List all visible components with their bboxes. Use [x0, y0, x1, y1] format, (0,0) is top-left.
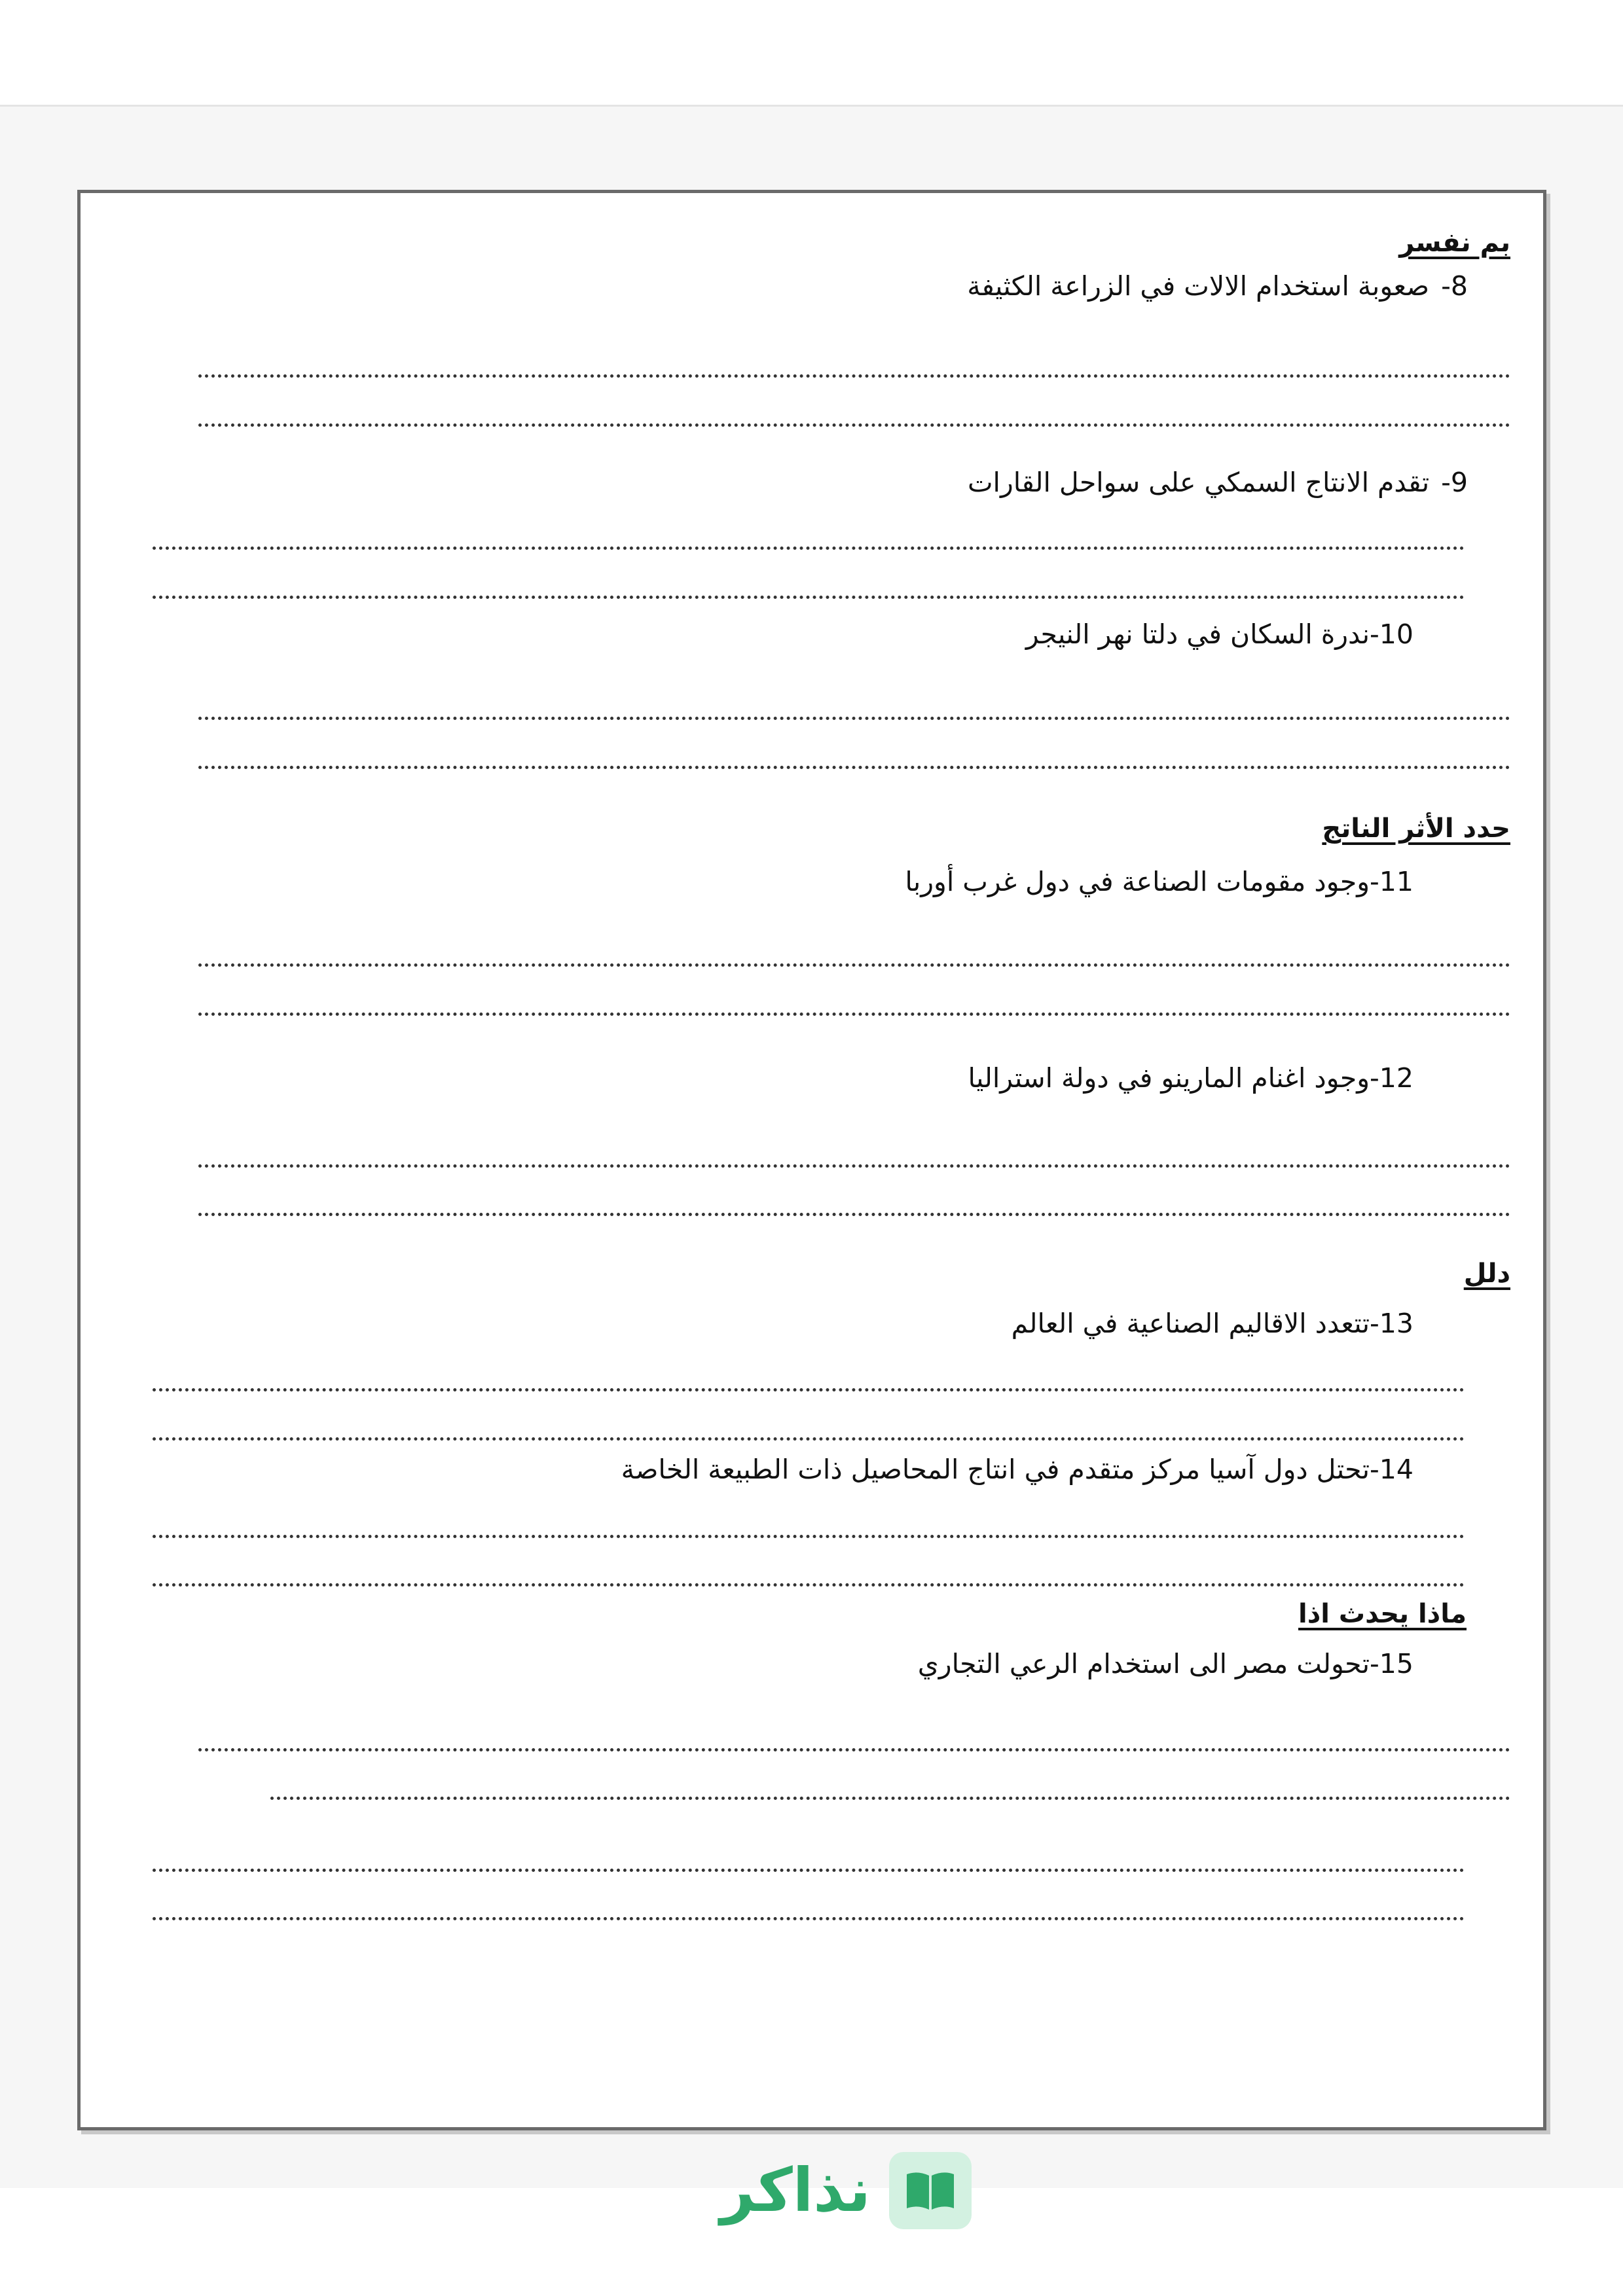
question-10 [1026, 619, 1468, 650]
question-number: -8 [1441, 270, 1468, 302]
answer-line[interactable] [198, 963, 1510, 967]
question-text: صعوبة استخدام الالات في الزراعة الكثيفة [967, 270, 1430, 302]
answer-line[interactable] [153, 1437, 1465, 1441]
question-number: -10 [1370, 619, 1413, 650]
question-number: -11 [1370, 866, 1413, 897]
answer-line[interactable] [198, 717, 1510, 720]
worksheet-frame [77, 190, 1546, 2130]
question-12 [968, 1062, 1468, 1094]
question-14 [621, 1454, 1468, 1485]
open-book-icon-svg [903, 2168, 958, 2214]
question-text: وجود مقومات الصناعة في دول غرب أوربا [905, 866, 1370, 897]
question-8 [967, 270, 1468, 302]
question-text: تحتل دول آسيا مركز متقدم في انتاج المحاصيل ذات الطبيعة الخاصة [621, 1454, 1370, 1485]
question-text: تحولت مصر الى استخدام الرعي التجاري [917, 1648, 1370, 1679]
brand-name: نذاكر [720, 2155, 871, 2225]
answer-line[interactable] [198, 1013, 1510, 1016]
section-heading-what-happens: ماذا يحدث اذا [1298, 1599, 1467, 1629]
answer-line[interactable] [270, 1797, 1510, 1800]
answer-line[interactable] [198, 766, 1510, 769]
section-heading-explain: بم نفسر [1399, 228, 1510, 258]
question-number: -13 [1370, 1308, 1413, 1339]
answer-line[interactable] [198, 374, 1510, 378]
answer-line[interactable] [153, 547, 1465, 550]
question-text: ندرة السكان في دلتا نهر النيجر [1025, 619, 1370, 650]
question-number: -9 [1441, 467, 1468, 498]
answer-line[interactable] [153, 1917, 1465, 1920]
answer-line[interactable] [153, 1869, 1465, 1872]
answer-line[interactable] [153, 1535, 1465, 1538]
worksheet [81, 193, 1543, 2127]
answer-line[interactable] [198, 1748, 1510, 1751]
answer-line[interactable] [198, 423, 1510, 427]
question-text: تقدم الانتاج السمكي على سواحل القارات [967, 467, 1430, 498]
answer-line[interactable] [153, 596, 1465, 599]
open-book-icon [889, 2152, 972, 2229]
answer-line[interactable] [198, 1213, 1510, 1216]
answer-line[interactable] [153, 1388, 1465, 1391]
question-11 [905, 866, 1468, 897]
question-number: -15 [1370, 1648, 1413, 1679]
question-15 [918, 1648, 1468, 1679]
section-heading-prove: دلل [1463, 1259, 1510, 1289]
question-number: -14 [1370, 1454, 1413, 1485]
top-band [0, 0, 1623, 107]
question-text: وجود اغنام المارينو في دولة استراليا [968, 1062, 1370, 1094]
answer-line[interactable] [198, 1164, 1510, 1168]
brand-logo[interactable] [720, 2152, 972, 2229]
question-9 [968, 467, 1468, 498]
question-text: تتعدد الاقاليم الصناعية في العالم [1011, 1308, 1370, 1339]
question-number: -12 [1370, 1062, 1413, 1094]
question-13 [1012, 1308, 1468, 1339]
section-heading-effect: حدد الأثر الناتج [1322, 814, 1510, 844]
answer-line[interactable] [153, 1583, 1465, 1587]
